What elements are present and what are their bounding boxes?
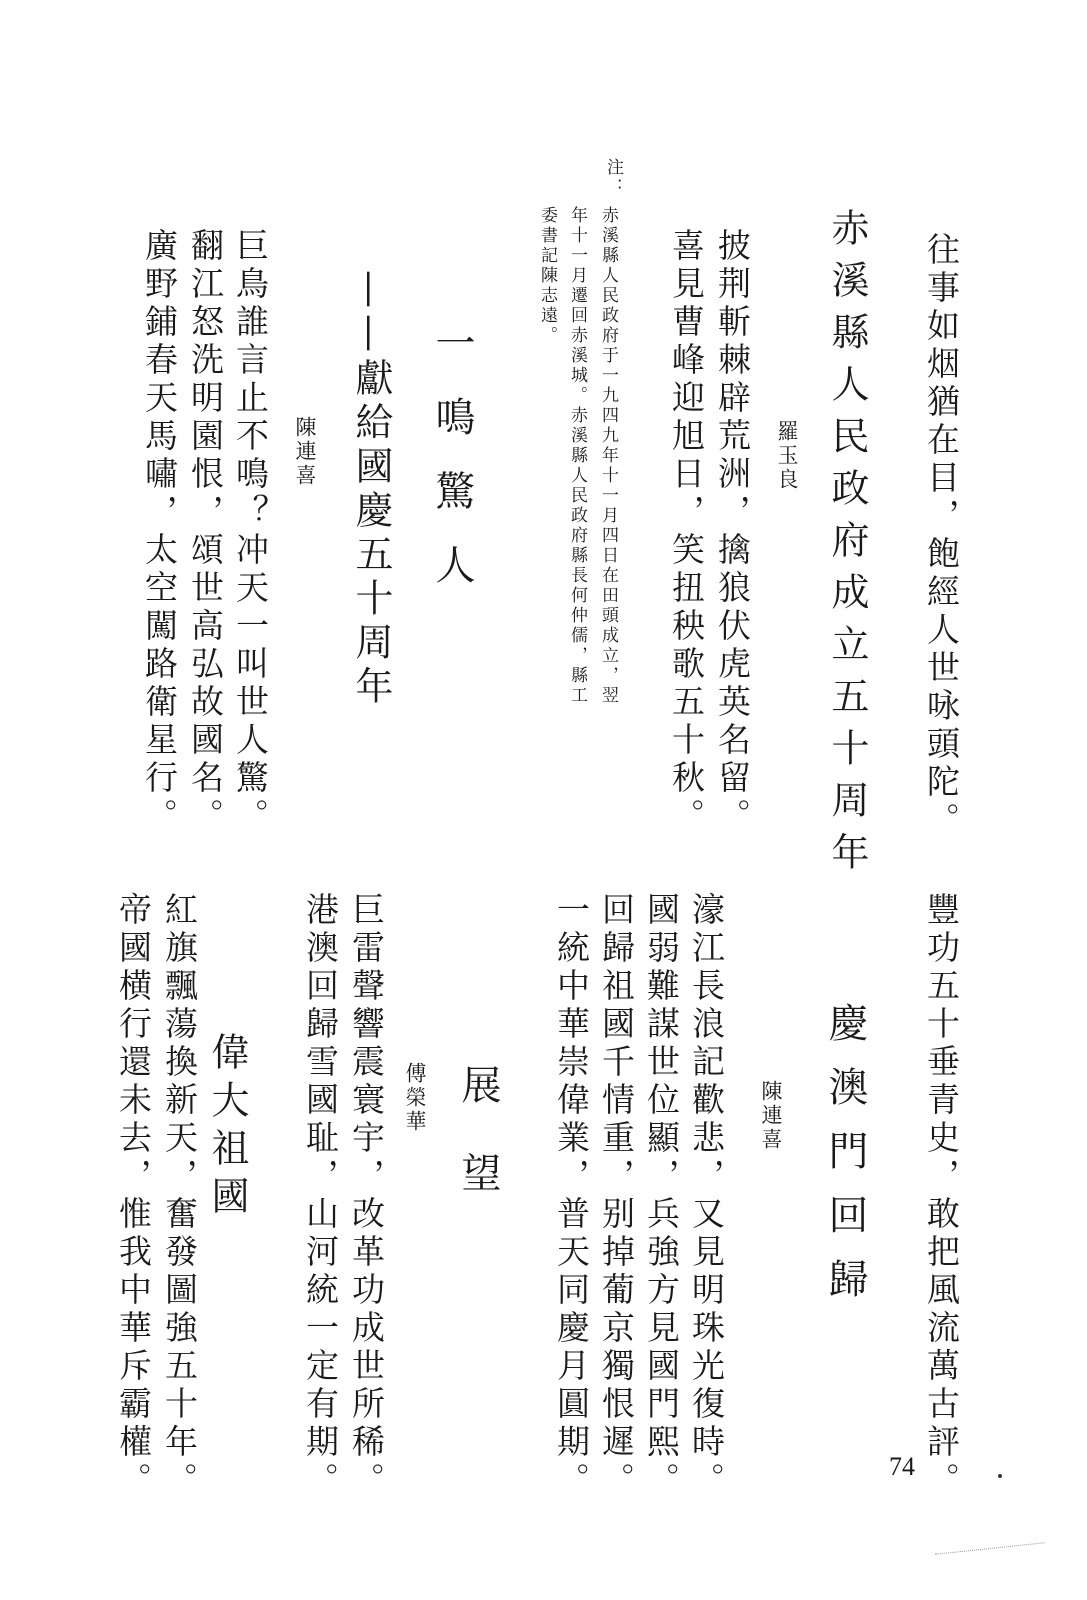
poem1-note-label: 注： — [603, 158, 623, 198]
poem4-author: 傅榮華 — [403, 1062, 427, 1134]
continuation-line-top: 往事如烟猶在目，飽經人世咏頭陀。 — [922, 232, 961, 840]
poem5-line-2: 帝國横行還未去，惟我中華斥霸權。 — [114, 892, 153, 1500]
poem1-note-line-3: 委書記陳志遠。 — [537, 206, 557, 346]
poem1-line-2: 喜見曹峰迎旭日，笑扭秧歌五十秋。 — [667, 228, 706, 836]
continuation-line-bottom: 豐功五十垂青史，敢把風流萬古評。 — [922, 892, 961, 1500]
poem4-line-2: 港澳回歸雪國耻，山河統一定有期。 — [301, 892, 340, 1500]
poem2-line-1: 巨鳥誰言止不鳴？冲天一叫世人驚。 — [231, 228, 270, 836]
poem3-line-1: 濠江長浪記歡悲，又見明珠光復時。 — [687, 892, 726, 1500]
poem3-line-3: 回歸祖國千情重，别掉葡京獨恨遲。 — [597, 892, 636, 1500]
poem5-title: 偉大祖國 — [205, 1032, 249, 1224]
poem4-title: 展望 — [455, 1064, 501, 1240]
poem2-line-2: 翻江怒洗明園恨，頌世高弘故國名。 — [186, 228, 225, 836]
poem2-title: 一鳴驚人 — [429, 322, 475, 618]
page-number: 74 — [889, 1452, 915, 1481]
scan-speck — [998, 1474, 1002, 1478]
poem3-line-2: 國弱難謀世位顯，兵強方見國門熙。 — [642, 892, 681, 1500]
poem3-line-4: 一統中華崇偉業，普天同慶月圓期。 — [552, 892, 591, 1500]
poem2-subtitle: ——獻給國慶五十周年 — [349, 270, 393, 710]
poem3-title: 慶澳門回歸 — [822, 1002, 868, 1322]
poem5-line-1: 紅旗飄蕩換新天，奮發圖強五十年。 — [160, 892, 199, 1500]
poem1-note-line-2: 年十一月遷回赤溪城。赤溪縣人民政府縣長何仲儒，縣工 — [567, 206, 587, 706]
poem2-line-3: 廣野鋪春天馬嘯，太空闖路衛星行。 — [140, 228, 179, 836]
scan-artifact-line — [935, 1542, 1045, 1555]
poem1-note-line-1: 赤溪縣人民政府于一九四九年十一月四日在田頭成立，翌 — [598, 206, 618, 706]
poem1-author: 羅玉良 — [775, 420, 799, 492]
poem2-author: 陳連喜 — [293, 416, 317, 488]
poem1-title: 赤溪縣人民政府成立五十周年 — [825, 208, 869, 884]
poem4-line-1: 巨雷聲響震寰宇，改革功成世所稀。 — [347, 892, 386, 1500]
poem3-author: 陳連喜 — [759, 1080, 783, 1152]
poem1-line-1: 披荆斬棘辟荒洲，擒狼伏虎英名留。 — [713, 228, 752, 836]
